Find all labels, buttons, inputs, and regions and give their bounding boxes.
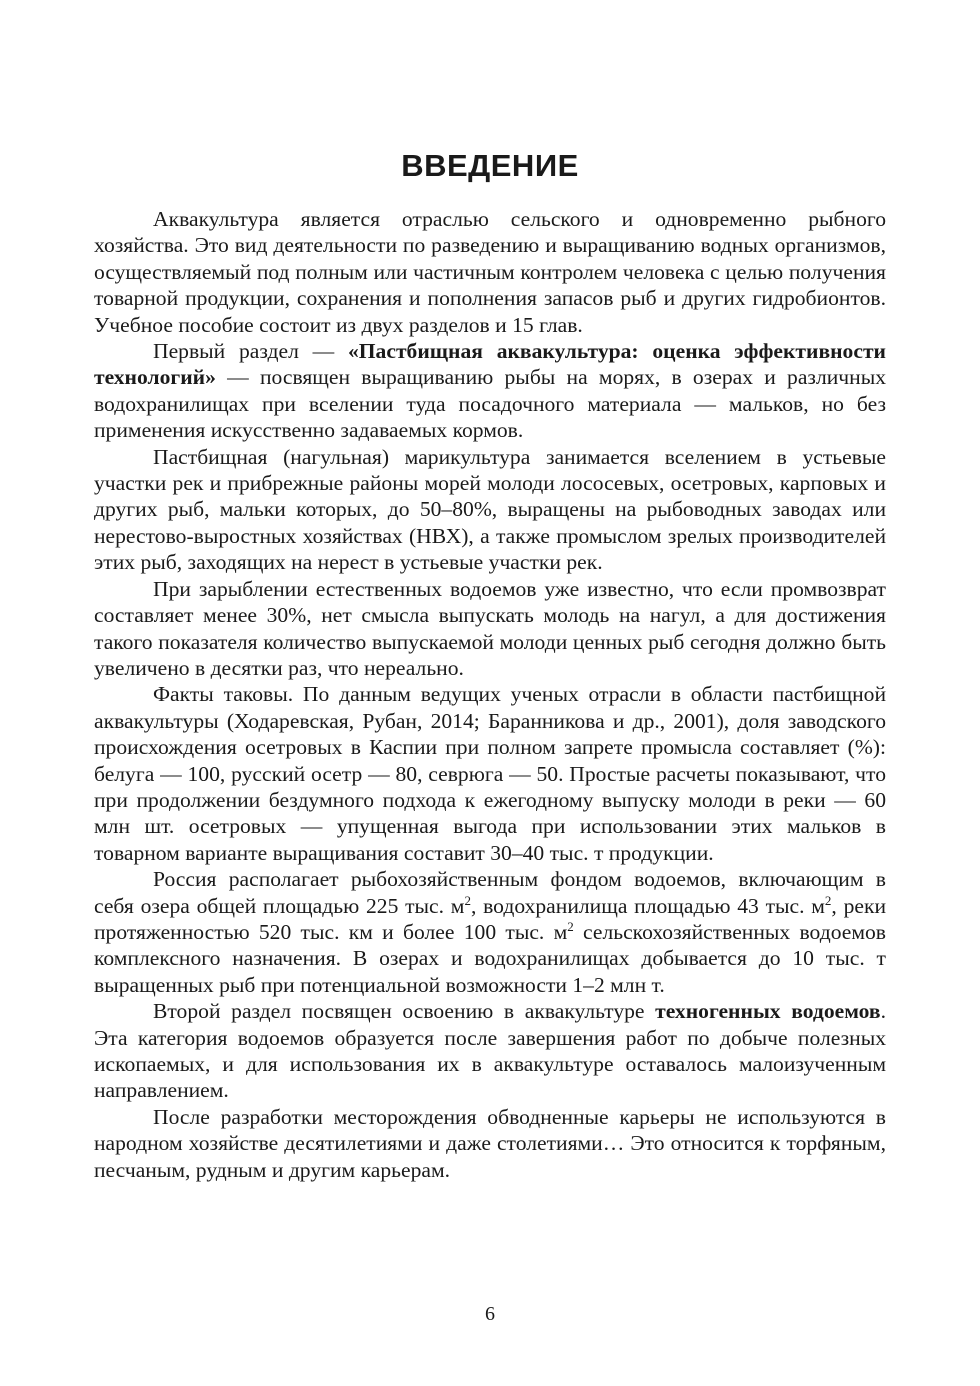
paragraph-5: Факты таковы. По данным ведущих ученых отрасли в области пастбищной аквакультуры (Ходаревская, Рубан, 2014; Баранникова и др., 2001), доля заводского происхождения осетровых в Каспии при полном запрете промысла составляет (%): белуга — 100, русский осетр — 80, севрюга — 50. Простые расчеты показывают, что при продолжении бездумного подхода к ежегодному выпуску молоди в реки — 60 млн шт. осетровых — упущенная выгода при использовании этих мальков в товарном варианте выращивания составит 30–40 тыс. т продукции. xyxy=(94,682,886,865)
paragraph-8: После разработки месторождения обводненные карьеры не используются в народном хозяйстве десятилетиями и даже столетиями… Это относится к торфяным, песчаным, рудным и другим карьерам. xyxy=(94,1104,886,1182)
paragraph-7-lead: Второй раздел посвящен освоению в аквакультуре xyxy=(153,999,656,1024)
paragraph-2-lead: Первый раздел — xyxy=(153,339,348,364)
page-title: ВВЕДЕНИЕ xyxy=(401,148,579,183)
page-number: 6 xyxy=(485,1303,495,1325)
paragraph-6-part-3: , реки протяженностью 520 тыс. км и более 100 тыс. м xyxy=(94,893,887,944)
superscript-2: 2 xyxy=(464,892,471,908)
paragraph-7 xyxy=(94,998,886,1104)
superscript-2: 2 xyxy=(567,918,574,934)
superscript-2: 2 xyxy=(824,892,832,908)
paragraph-6-part-2: , водохранилища площадью 43 тыс. м xyxy=(470,893,825,918)
paragraph-4: При зарыблении естественных водоемов уже известно, что если промвозврат составляет менее 30%, нет смысла выпускать молодь на нагул, а для достижения такого показателя количество выпускаемой молоди ценных рыб сегодня должно быть увеличено в десятки раз, что нереально. xyxy=(94,576,886,680)
paragraph-6 xyxy=(94,866,886,998)
technogenic-reservoirs-term: техногенных водоемов xyxy=(655,999,881,1024)
paragraph-1: Аквакультура является отраслью сельского и одновременно рыбного хозяйства. Это вид деятельности по разведению и выращиванию водных организмов, осуществляемый под полным или частичным контролем человека с целью получения товарной продукции, сохранения и пополнения запасов рыб и других гидробионтов. Учебное пособие состоит из двух разделов и 15 глав. xyxy=(94,207,886,337)
paragraph-2 xyxy=(94,338,886,444)
section-1-title: «Пастбищная аквакультура: оценка эффективности технологий» xyxy=(94,339,886,390)
paragraph-3: Пастбищная (нагульная) марикультура занимается вселением в устьевые участки рек и прибрежные районы морей молоди лососевых, осетровых, карповых и других рыб, мальки которых, до 50–80%, выращены на рыбоводных заводах или нерестово-выростных хозяйствах (НВХ), а также промыслом зрелых производителей этих рыб, заходящих на нерест в устьевые участки рек. xyxy=(94,444,886,575)
paragraph-6-part-1: Россия располагает рыбохозяйственным фондом водоемов, включающим в себя озера общей площадью 225 тыс. м xyxy=(94,867,886,918)
body-text xyxy=(94,206,886,1183)
paragraph-2-rest: — посвящен выращиванию рыбы на морях, в озерах и различных водохранилищах при вселении туда посадочного материала — мальков, но без применения искусственно задаваемых кормов. xyxy=(94,365,886,443)
paragraph-6-part-4: сельскохозяйственных водоемов комплексного назначения. В озерах и водохранилищах добывается до 10 тыс. т выращенных рыб при потенциальной возможности 1–2 млн т. xyxy=(94,919,886,997)
paragraph-7-rest: . Эта категория водоемов образуется после завершения работ по добыче полезных ископаемых, и для использования их в аквакультуре оставалось малоизученным направлением. xyxy=(94,999,886,1103)
